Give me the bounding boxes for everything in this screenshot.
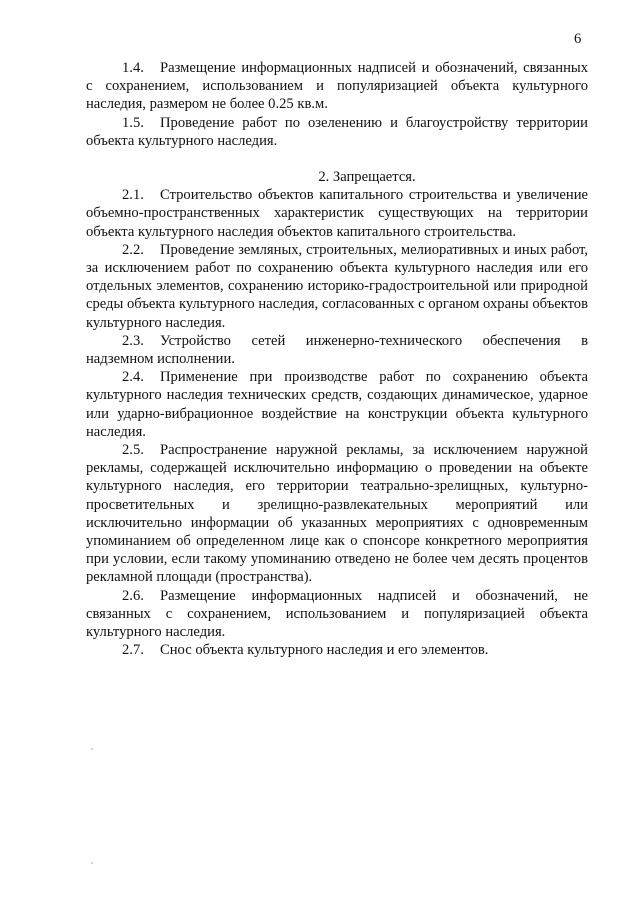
clause-number: 2.3.	[122, 332, 144, 349]
clause-number: 2.7.	[122, 642, 144, 659]
clause-number: 2.1.	[122, 187, 144, 204]
clause-number: 1.4.	[122, 60, 144, 76]
clause-2-7	[86, 641, 588, 659]
clause-text: Распространение наружной рекламы, за исключением наружной рекламы, содержащей исключительно информацию о проведении на объекте культурного наследия, его территории театрально-зрелищных, культурно-просветительных и зрелищно-развлекательных мероприятий или исключительно информации об указанных мероприятиях с одновременным упоминанием об определенном лице как о спонсоре конкретного мероприятия при условии, если такому упоминанию отведено не более чем десять процентов рекламной площади (пространства).	[86, 442, 588, 586]
clause-1-5	[86, 114, 588, 150]
clause-2-2	[86, 241, 588, 332]
clause-text: Размещение информационных надписей и обозначений, связанных с сохранением, использованием и популяризацией объекта культурного наследия, размером не более 0.25 кв.м.	[86, 60, 588, 113]
clause-text: Размещение информационных надписей и обозначений, не связанных с сохранением, использованием и популяризацией объекта культурного наследия.	[86, 587, 588, 641]
section-2-title: 2. Запрещается.	[318, 169, 416, 186]
clause-text: Строительство объектов капитального строительства и увеличение объемно-пространственных характеристик существующих на территории объекта культурного наследия объектов капитального строительства.	[86, 187, 588, 240]
clause-text: Устройство сетей инженерно-технического обеспечения в надземном исполнении.	[86, 332, 588, 368]
document-body	[86, 59, 588, 660]
clause-number: 1.5.	[122, 114, 144, 131]
clause-number: 2.2.	[122, 241, 144, 258]
clause-number: 2.5.	[122, 442, 144, 459]
scan-speck	[91, 862, 93, 864]
scan-speck	[91, 748, 93, 750]
clause-2-3	[86, 332, 588, 368]
clause-2-4	[86, 368, 588, 441]
clause-number: 2.4.	[122, 369, 144, 386]
clause-text: Проведение работ по озеленению и благоустройству территории объекта культурного наследия.	[86, 114, 588, 149]
clause-text: Применение при производстве работ по сохранению объекта культурного наследия технических средств, создающих динамическое, ударное или ударно-вибрационное воздействие на конструкции объекта культурного наследия.	[86, 369, 588, 440]
clause-text: Снос объекта культурного наследия и его элементов.	[160, 642, 489, 659]
clause-1-4	[86, 59, 588, 114]
clause-2-5	[86, 441, 588, 587]
clause-text: Проведение земляных, строительных, мелиоративных и иных работ, за исключением работ по сохранению объекта культурного наследия или его отдельных элементов, сохранению историко-градостроительной или природной среды объекта культурного наследия, согласованных с органом охраны объектов культурного наследия.	[86, 241, 588, 331]
page-number: 6	[574, 31, 582, 47]
clause-2-6	[86, 587, 588, 642]
clause-2-1	[86, 186, 588, 241]
clause-number: 2.6.	[122, 587, 144, 604]
